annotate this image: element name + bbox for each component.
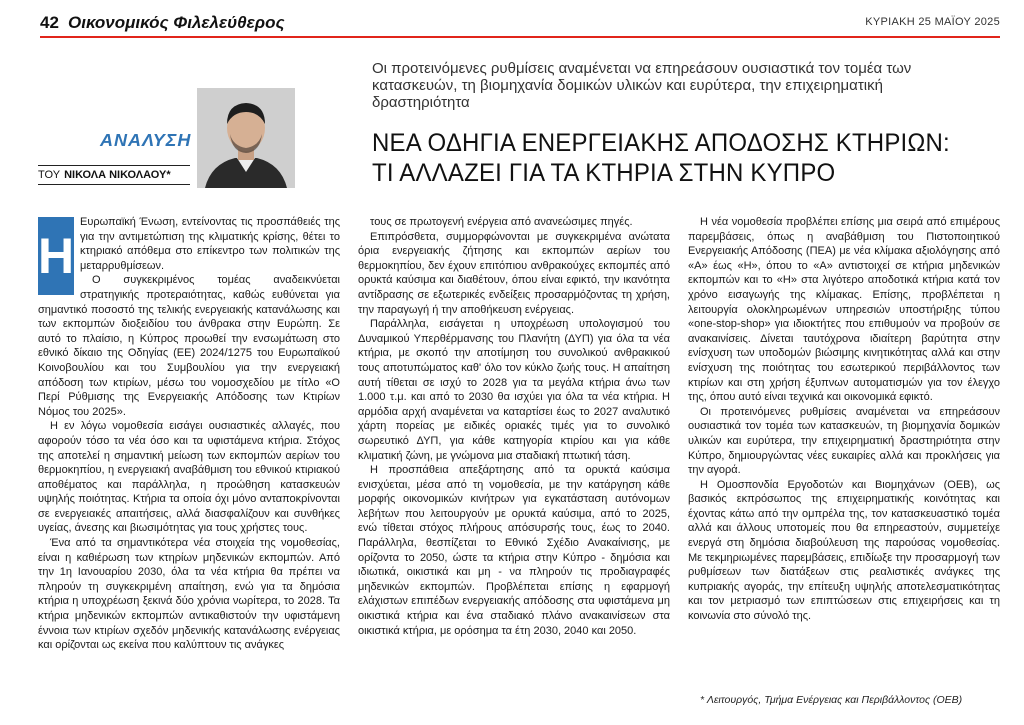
byline (38, 165, 190, 185)
page-number: 42 (40, 13, 59, 32)
paragraph: Ευρωπαϊκή Ένωση, εντείνοντας τις προσπάθειές της για την αντιμετώπιση της κλιματικής κρίσης, θέτει το κτηριακό απόθεμα στο επίκεντρο των πολιτικών της μεταρρυθμίσεων. (80, 216, 340, 272)
paragraph: Οι προτεινόμενες ρυθμίσεις αναμένεται να επηρεάσουν ουσιαστικά τον τομέα των κατασκευών, τη βιομηχανία δομικών υλικών και ευρύτερα, την επιχειρηματική δραστηριότητα στην Κύπρο, δημιουργώντας νέες ευκαιρίες αλλά και προκλήσεις για την αγορά. (688, 405, 1000, 477)
author-name: ΝΙΚΟΛΑ ΝΙΚΟΛΑΟΥ* (64, 169, 171, 181)
author-footnote: * Λειτουργός, Τμήμα Ενέργειας και Περιβάλλοντος (ΟΕΒ) (700, 694, 963, 706)
paragraph: τους σε πρωτογενή ενέργεια από ανανεώσιμες πηγές. (370, 216, 633, 228)
paragraph: Η νέα νομοθεσία προβλέπει επίσης μια σειρά από επιμέρους παρεμβάσεις, όπως η αναβάθμιση του Πιστοποιητικού Ενεργειακής Απόδοσης (ΠΕΑ) με νέα κλίμακα αξιολόγησης από «Α» έως «Η», όπου το «Α» αντιστοιχεί σε κτήρια μηδενικών εκπομπών και το «Η» στα λιγότερο αποδοτικά κτήρια κατά τον χρόνο εισαγωγής της κλίμακας. Επίσης, προβλέπεται η λειτουργία ολοκληρωμένων υπηρεσιών υποστήριξης τύπου «one-stop-shop» για ιδιοκτήτες που επιθυμούν να προβούν σε ανακαινίσεις. Δίνεται ταυτόχρονα ιδιαίτερη βαρύτητα στην ενίσχυση των υποδομών βιώσιμης κινητικότητας αλλά και στην ενίσχυση της ποιότητας του εσωτερικού περιβάλλοντος των κτιρίων και στη χρήση έξυπνων αυτοματισμών για τον έλεγχο της, όπου αυτό είναι τεχνικά και οικονομικά εφικτό. (688, 216, 1000, 404)
paragraph: Παράλληλα, εισάγεται η υποχρέωση υπολογισμού του Δυναμικού Υπερθέρμανσης του Πλανήτη (ΔΥΠ) για όλα τα νέα κτήρια, με σκοπό την αποτίμηση του συνολικού ανθρακικού τους αποτυπώματος καθ' όλο τον κύκλο ζωής τους. Η απαίτηση αυτή τίθεται σε ισχύ το 2028 για τα μεγάλα κτήρια άνω των 1.000 τ.μ. και από το 2030 θα ισχύει για όλα τα νέα κτήρια. Η αρμόδια αρχή αναμένεται να καταρτίσει έως το 2027 αναλυτικό χάρτη πορείας με ειδικές οριακές τιμές για το συνολικό σωρευτικό ΔΥΠ, για κάθε κατηγορία κτιρίου και για κάθε κλιματική ζώνη, με γνώμονα μια σταδιακή πτωτική τάση. (358, 318, 670, 462)
paragraph: Η εν λόγω νομοθεσία εισάγει ουσιαστικές αλλαγές, που αφορούν τόσο τα νέα όσο και τα υφιστάμενα κτήρια. Στόχος της αποτελεί η σημαντική μείωση των εκπομπών αερίων του θερμοκηπίου, η ενεργειακή αναβάθμιση του εθνικού κτιριακού αποθέματος και παράλληλα, η προώθηση κατασκευών υψηλής ποιότητας. Κτήρια τα οποία όχι μόνο ανταποκρίνονται σε ενεργειακές απαιτήσεις, αλλά διασφαλίζουν και συνθήκες υγείας, άνεσης και βιωσιμότητας για τους χρήστες τους. (38, 420, 340, 535)
paragraph: Η προσπάθεια απεξάρτησης από τα ορυκτά καύσιμα ενισχύεται, μέσα από τη νομοθεσία, με την κατάργηση κάθε μορφής οικονομικών κινήτρων για εγκατάσταση αυτόνομων λεβήτων που λειτουργούν με ορυκτά καύσιμα, από το 2025, ενώ τίθεται στόχος πλήρους απόσυρσής τους, έως το 2040. Παράλληλα, θεσπίζεται το Εθνικό Σχέδιο Ανακαίνισης, με ορίζοντα το 2050, ώστε τα κτήρια στην Κύπρο - δημόσια και ιδιωτικά, οικιστικά και μη - να πληρούν τις προδιαγραφές μηδενικών εκπομπών. Προβλέπεται επίσης η εφαρμογή ελάχιστων επιπέδων ενεργειακής απόδοσης στα υφιστάμενα μη οικιστικά κτήρια και ένα σταδιακό πλάνο ανακαινίσεων στα οικιστικά κτήρια, με ορόσημα τα έτη 2030, 2040 και 2050. (358, 464, 670, 637)
drop-cap: Η (38, 217, 74, 295)
lead-paragraph: Οι προτεινόμενες ρυθμίσεις αναμένεται να επηρεάσουν ουσιαστικά τον τομέα των κατασκευών, τη βιομηχανία δομικών υλικών και ευρύτερα, την επιχειρηματική δραστηριότητα (372, 60, 912, 111)
headline-line: ΝΕΑ ΟΔΗΓΙΑ ΕΝΕΡΓΕΙΑΚΗΣ ΑΠΟΔΟΣΗΣ ΚΤΗΡΙΩΝ: (372, 129, 950, 157)
article-column-1 (38, 215, 340, 653)
headline-line: ΤΙ ΑΛΛΑΖΕΙ ΓΙΑ ΤΑ ΚΤΗΡΙΑ ΣΤΗΝ ΚΥΠΡΟ (372, 159, 836, 187)
masthead (40, 10, 1000, 38)
newspaper-name: Οικονομικός Φιλελεύθερος (68, 13, 285, 32)
byline-prefix: ΤΟΥ (38, 169, 61, 181)
paragraph: Η Ομοσπονδία Εργοδοτών και Βιομηχάνων (ΟΕΒ), ως βασικός εκπρόσωπος της επιχειρηματικής κοινότητας και έχοντας κάτω από την ομπρέλα της, τον κατασκευαστικό τομέα αλλά και άλλους υποτομείς που θα επηρεαστούν, συμμετείχε ενεργά στη δημόσια διαβούλευση της παρούσας νομοθεσίας. Με τεκμηριωμένες παρεμβάσεις, επιδίωξε την προσαρμογή των ρυθμίσεων των διατάξεων στις ρεαλιστικές ανάγκες της κυπριακής αγοράς, την επίτευξη υψηλής αποτελεσματικότητας και τον μετριασμό των επιπτώσεων στις επιχειρήσεις και τη κοινωνία στο σύνολό της. (688, 478, 1000, 623)
article-column-3 (688, 215, 1000, 624)
section-label: ΑΝΑΛΥΣΗ (100, 130, 192, 150)
headline (372, 128, 967, 188)
author-photo (197, 88, 295, 188)
issue-date: ΚΥΡΙΑΚΗ 25 ΜΑΪΟΥ 2025 (865, 16, 1000, 28)
paragraph: Επιπρόσθετα, συμμορφώνονται με συγκεκριμένα ανώτατα όρια ενεργειακής ζήτησης και εκπομπών αερίων του θερμοκηπίου, δεν έχουν επιτόπιου ανθρακούχες εκπομπές από ορυκτά καύσιμα και διαθέτουν, όπου είναι εφικτό, την ικανότητα αντίδρασης σε εξωτερικές ενδείξεις προσαρμόζοντας τη χρήση, την παραγωγή ή την αποθήκευση ενέργειας. (358, 230, 670, 316)
paragraph: Ένα από τα σημαντικότερα νέα στοιχεία της νομοθεσίας, είναι η καθιέρωση των κτηρίων μηδενικών εκπομπών. Από την 1η Ιανουαρίου 2030, όλα τα νέα κτήρια θα πρέπει να πληρούν τη συγκεκριμένη απαίτηση, ενώ για τα δημόσια κτήρια η υποχρέωση ξεκινά δύο χρόνια νωρίτερα, το 2028. Τα κτήρια μηδενικών εκπομπών αντικαθιστούν την υφιστάμενη έννοια των κτιρίων σχεδόν μηδενικής κατανάλωσης ενέργειας και ορίζονται ως εκείνα που καλύπτουν τις ανάγκες (38, 537, 340, 652)
article-column-2 (358, 215, 670, 638)
paragraph: Ο συγκεκριμένος τομέας αναδεικνύεται στρατηγικής προτεραιότητας, καθώς ευθύνεται για σημαντικό ποσοστό της τελικής ενεργειακής κατανάλωσης και των εκπομπών διοξειδίου του άνθρακα στην Ευρώπη. Σε αυτό το πλαίσιο, η Κύπρος προωθεί την ενσωμάτωση στο εθνικό δίκαιο της Οδηγίας (ΕΕ) 2024/1275 του Ευρωπαϊκού Κοινοβουλίου και του Συμβουλίου για την ενεργειακή απόδοση των κτιρίων, μέσω του νομοσχεδίου με τίτλο «Ο Περί Ρύθμισης της Ενεργειακής Απόδοσης των Κτιρίων Νόμος του 2025». (38, 274, 340, 418)
